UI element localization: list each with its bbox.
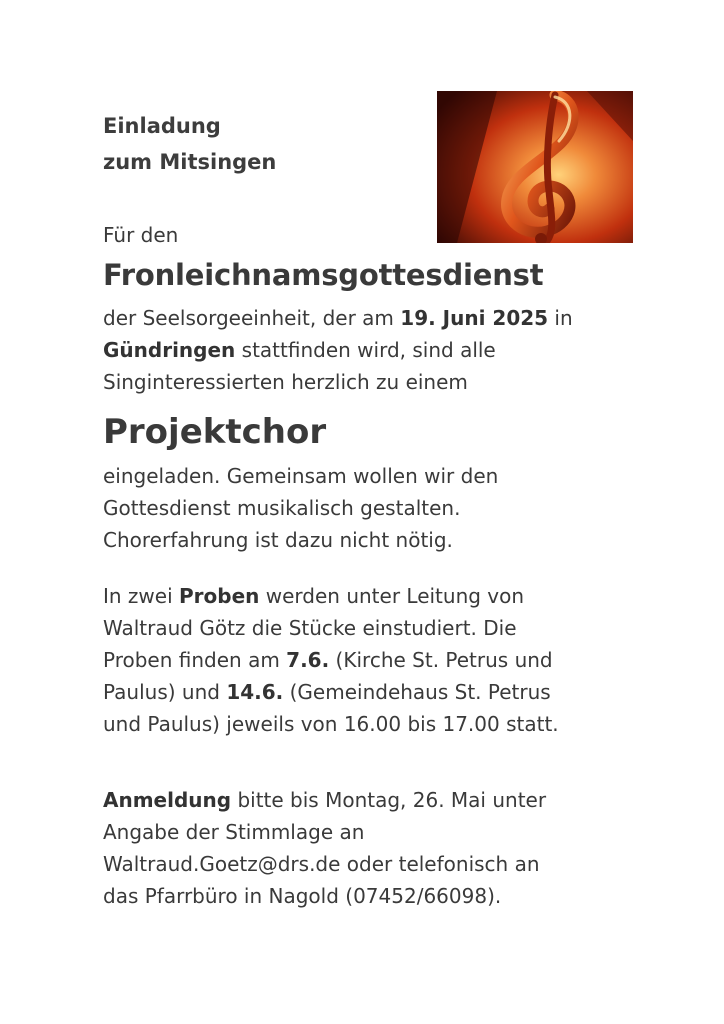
- text-run: (Kirche St. Petrus und: [329, 648, 553, 672]
- event-date: 19. Juni 2025: [400, 306, 549, 330]
- paragraph-event-details: [103, 302, 663, 398]
- paragraph-registration: [103, 784, 663, 912]
- invitation-heading-line2: zum Mitsingen: [103, 150, 277, 174]
- paragraph-line: [103, 302, 663, 334]
- paragraph-line: [103, 580, 663, 612]
- contact-email: Waltraud.Goetz@drs.de oder telefonisch an: [103, 852, 540, 876]
- text-run: Proben finden am: [103, 648, 287, 672]
- rehearsals-label: Proben: [179, 584, 260, 608]
- text-run: (Gemeindehaus St. Petrus: [283, 680, 551, 704]
- intro-text: Für den: [103, 223, 179, 247]
- paragraph-line: [103, 644, 663, 676]
- paragraph-line: Angabe der Stimmlage an: [103, 820, 365, 844]
- text-run: Paulus) und: [103, 680, 227, 704]
- paragraph-line: Chorerfahrung ist dazu nicht nötig.: [103, 528, 453, 552]
- invitation-heading: [103, 108, 276, 180]
- event-location: Gündringen: [103, 338, 236, 362]
- paragraph-line: und Paulus) jeweils von 16.00 bis 17.00 statt.: [103, 712, 559, 736]
- treble-clef-icon: [437, 91, 633, 243]
- paragraph-line: Gottesdienst musikalisch gestalten.: [103, 496, 461, 520]
- paragraph-line: [103, 784, 663, 816]
- event-title: Fronleichnamsgottesdienst: [103, 258, 544, 292]
- text-run: In zwei: [103, 584, 180, 608]
- text-run: der Seelsorgeeinheit, der am: [103, 306, 401, 330]
- paragraph-rehearsals: [103, 580, 663, 740]
- paragraph-line: Waltraud Götz die Stücke einstudiert. Die: [103, 616, 517, 640]
- text-run: in: [548, 306, 573, 330]
- rehearsal-date-2: 14.6.: [226, 680, 284, 704]
- choir-title: Projektchor: [103, 412, 327, 452]
- text-run: werden unter Leitung von: [259, 584, 525, 608]
- text-run: bitte bis Montag, 26. Mai unter: [231, 788, 547, 812]
- rehearsal-date-1: 7.6.: [286, 648, 330, 672]
- invitation-heading-line1: Einladung: [103, 114, 221, 138]
- paragraph-line: Singinteressierten herzlich zu einem: [103, 370, 468, 394]
- text-run: stattfinden wird, sind alle: [235, 338, 496, 362]
- paragraph-line: [103, 334, 663, 366]
- paragraph-line: eingeladen. Gemeinsam wollen wir den: [103, 464, 499, 488]
- registration-label: Anmeldung: [103, 788, 232, 812]
- paragraph-line: [103, 676, 663, 708]
- contact-phone: das Pfarrbüro in Nagold (07452/66098).: [103, 884, 502, 908]
- paragraph-invitation: [103, 460, 663, 556]
